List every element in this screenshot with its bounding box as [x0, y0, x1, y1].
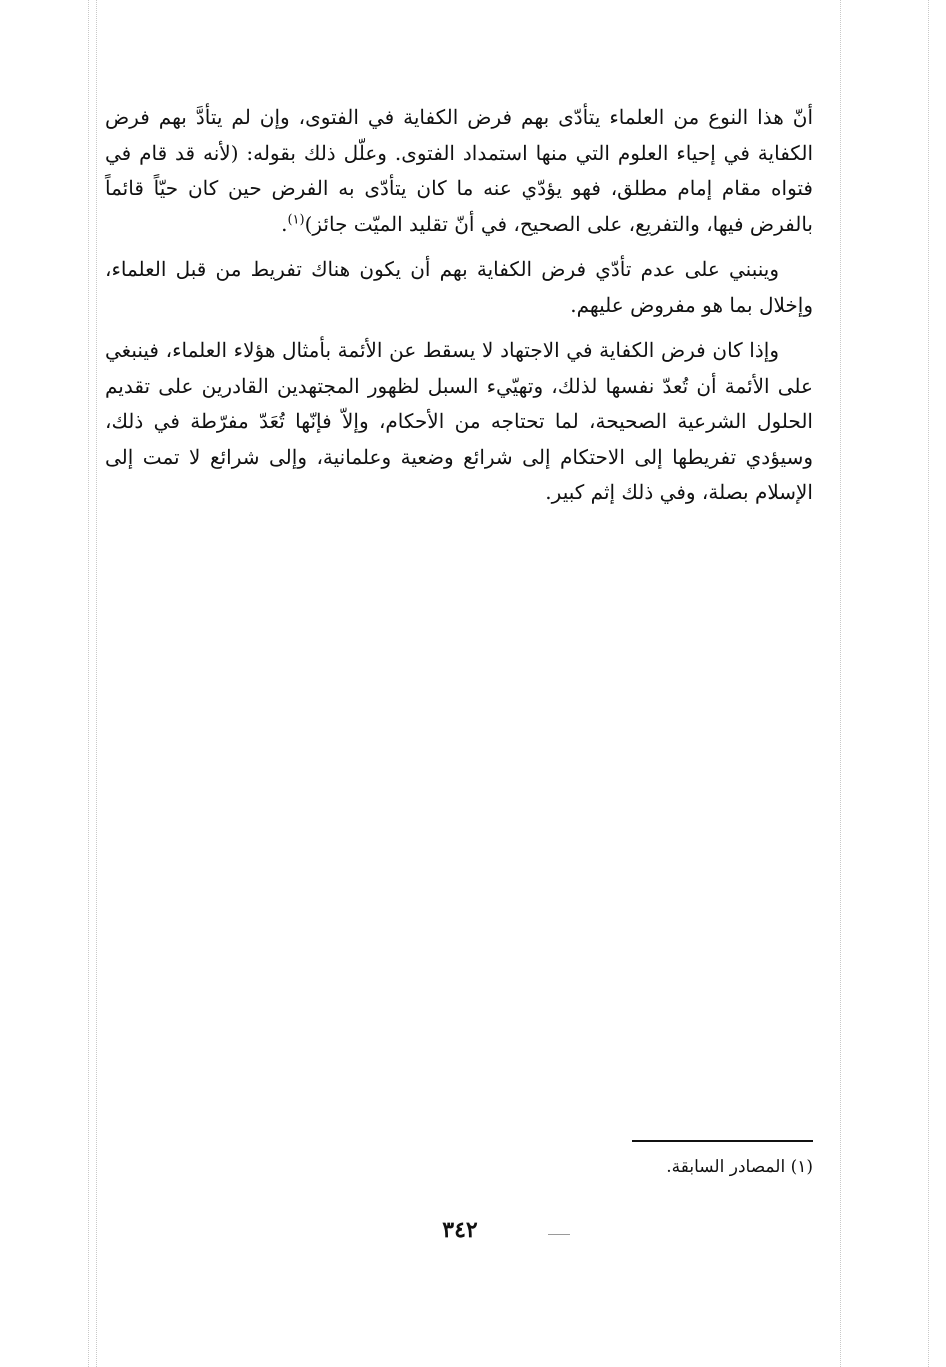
- paragraph-text: أنّ هذا النوع من العلماء يتأدّى بهم فرض الكفاية في الفتوى، وإن لم يتأدَّ بهم فرض الكفاية في إحياء العلوم التي منها استمداد الفتوى. وعلّل ذلك بقوله: (لأنه قد قام في فتواه مقام إمام مطلق، فهو يؤدّي عنه ما كان يتأدّى به الفرض حين كان حيّاً قائماً بالفرض فيها، والتفريع، على الصحيح، في أنّ تقليد الميّت جائز): [105, 105, 813, 236]
- scan-mark: [548, 1234, 570, 1235]
- paragraph-2: [105, 252, 813, 323]
- footnote-marker: (١): [790, 1157, 813, 1177]
- footnote-text: المصادر السابقة.: [666, 1157, 786, 1177]
- scan-guide-line: [88, 0, 89, 1367]
- scan-guide-line: [96, 0, 97, 1367]
- scan-guide-line: [840, 0, 841, 1367]
- page-number: ٣٤٢: [442, 1217, 478, 1243]
- scan-guide-line: [928, 0, 929, 1367]
- paragraph-end: .: [281, 211, 288, 236]
- body-text: [105, 100, 813, 521]
- paragraph-1: [105, 100, 813, 242]
- footnote: [560, 1152, 813, 1182]
- paragraph-text: وإذا كان فرض الكفاية في الاجتهاد لا يسقط عن الأئمة بأمثال هؤلاء العلماء، فينبغي على الأئمة أن تُعدّ نفسها لذلك، وتهيّيء السبل لظهور المجتهدين القادرين على تقديم الحلول الشرعية الصحيحة، لما تحتاجه من الأحكام، وإلاّ فإنّها تُعَدّ مفرّطة في ذلك، وسيؤدي تفريطها إلى الاحتكام إلى شرائع وضعية وعلمانية، وإلى شرائع لا تمت إلى الإسلام بصلة، وفي ذلك إثم كبير.: [105, 338, 813, 504]
- paragraph-text: وينبني على عدم تأدّي فرض الكفاية بهم أن يكون هناك تفريط من قبل العلماء، وإخلال بما هو مفروض عليهم.: [105, 257, 813, 317]
- footnote-reference: (١): [287, 211, 305, 227]
- footnote-divider: [632, 1140, 813, 1142]
- paragraph-3: [105, 333, 813, 511]
